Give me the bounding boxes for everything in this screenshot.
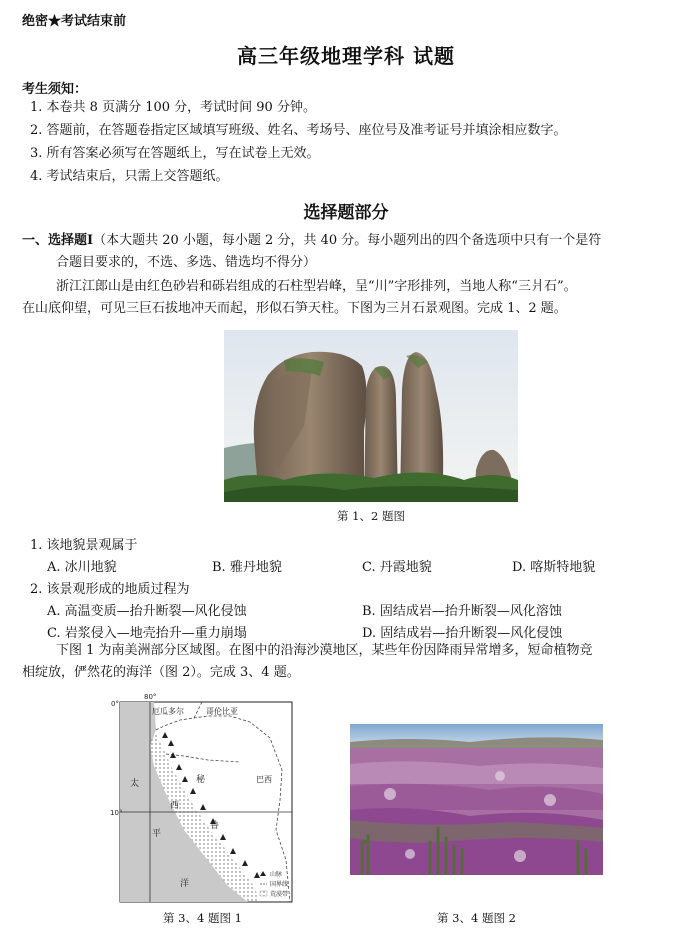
part1-text-1: （本大题共 20 小题，每小题 2 分，共 40 分。每小题列出的四个备选项中只有一个是符 [93,233,602,248]
section-title: 选择题部分 [303,203,389,223]
q1-stem: 1. 该地貌景观属于 [30,538,138,553]
passage2-line2: 相绽放，俨然花的海洋（图 2）。完成 3、4 题。 [22,665,300,680]
q2-option-d: D. 固结成岩—抬升断裂—风化侵蚀 [362,626,563,641]
q2-option-b: B. 固结成岩—抬升断裂—风化溶蚀 [362,604,562,619]
country-ecuador: 厄瓜多尔 [152,707,184,716]
notice-item: 1. 本卷共 8 页满分 100 分，考试时间 90 分钟。 [30,100,316,115]
q2-option-c: C. 岩浆侵入—地壳抬升—重力崩塌 [47,626,247,641]
lat-label-10: 10° [110,809,123,817]
lon-label: 80° [144,693,157,701]
desert-bloom-photo [350,724,603,875]
q1-option-a: A. 冰川地貌 [47,560,117,575]
passage1-line2: 在山底仰望，可见三巨石拔地冲天而起，形似石笋天柱。下图为三爿石景观图。完成 1、2 题。 [22,301,567,316]
notice-item: 4. 考试结束后，只需上交答题纸。 [30,169,229,184]
land-char-3: 西 [170,801,180,811]
q1-option-b: B. 雅丹地貌 [212,560,282,575]
legend-border: 国界线 [270,881,289,888]
south-america-map [110,690,295,908]
part1-text-2: 合题目要求的，不选、多选、错选均不得分） [56,255,317,270]
ocean-char-2: 平 [152,829,162,839]
secret-label: 绝密★考试结束前 [22,14,127,29]
page-title: 高三年级地理学科 试题 [237,44,455,68]
lat-label-0: 0° [111,700,119,708]
passage1-line1: 浙江江郎山是由红色砂岩和砾岩组成的石柱型岩峰，呈“川”字形排列，当地人称“三爿石”。 [56,279,577,294]
q1-option-c: C. 丹霞地貌 [362,560,432,575]
q2-stem: 2. 该景观形成的地质过程为 [30,582,190,597]
country-brazil: 巴西 [256,775,272,784]
figure1-caption: 第 1、2 题图 [337,509,405,523]
figure2-caption: 第 3、4 题图 1 [163,911,242,925]
passage2-line1: 下图 1 为南美洲部分区域图。在图中的沿海沙漠地区，某些年份因降雨异常增多，短命植物竞 [56,643,593,658]
legend-desert: 荒漠带 [270,891,289,898]
notice-item: 2. 答题前，在答题卷指定区域填写班级、姓名、考场号、座位号及准考证号并填涂相应数字。 [30,123,567,138]
ocean-char-3: 洋 [180,879,190,889]
figure3-caption: 第 3、4 题图 2 [437,911,516,925]
legend-mountains: 山脉 [270,871,283,878]
country-colombia: 哥伦比亚 [206,707,238,716]
land-char-1: 秘 [196,775,206,785]
q1-option-d: D. 喀斯特地貌 [512,560,596,575]
notice-heading: 考生须知： [22,82,88,97]
q2-option-a: A. 高温变质—抬升断裂—风化侵蚀 [47,604,247,619]
part1-instructions [22,230,672,252]
rock-pillars-photo [224,330,518,502]
notice-item: 3. 所有答案必须写在答题纸上，写在试卷上无效。 [30,146,320,161]
land-char-2: 鲁 [210,821,220,831]
ocean-char-1: 太 [130,779,140,789]
part1-heading: 一、选择题Ⅰ [22,233,94,248]
